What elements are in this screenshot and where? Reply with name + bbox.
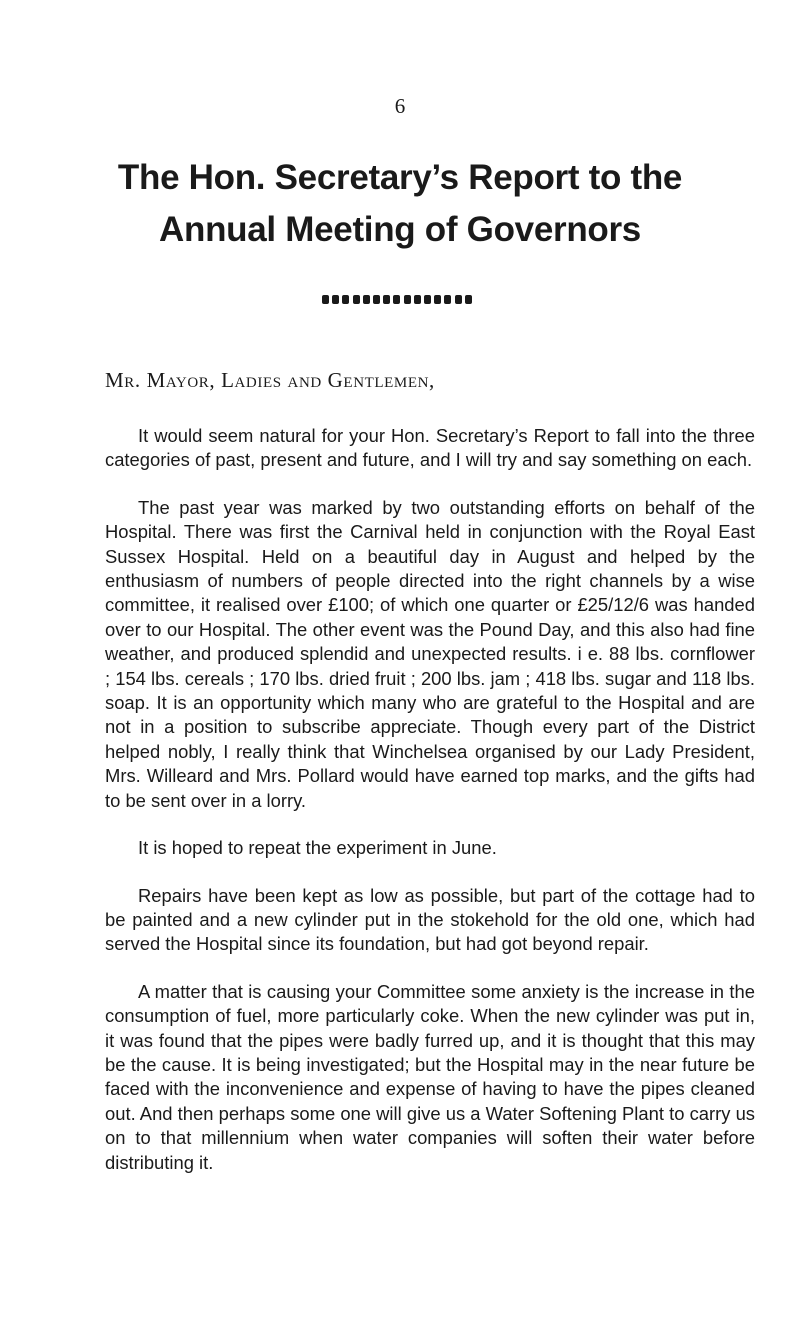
divider-dot (404, 295, 411, 304)
ornamental-divider (322, 294, 472, 304)
report-body (105, 424, 755, 1198)
report-title: The Hon. Secretary’s Report to the Annual Meeting of Governors (117, 158, 683, 249)
page-number: 6 (394, 94, 406, 118)
divider-dot (322, 295, 329, 304)
salutation: Mr. Mayor, Ladies and Gentlemen, (105, 368, 435, 392)
divider-dot (465, 295, 472, 304)
paragraph-intro: It would seem natural for your Hon. Secretary’s Report to fall into the three categories of past, present and future, and I will try and say something on each. (105, 425, 755, 471)
divider-dot (414, 295, 421, 304)
divider-dot (434, 295, 441, 304)
divider-dot (424, 295, 431, 304)
paragraph-fuel-consumption: A matter that is causing your Committee some anxiety is the increase in the consumption of fuel, more particularly coke. When the new cylinder was put in, it was found that the pipes were badly furred up, and it is thought that this may be the cause. It is being investigated; but the Hospital may in the near future be faced with the inconvenience and expense of having to have the pipes cleaned out. And then perhaps some one will give us a Water Softening Plant to carry us on to that millennium when water companies will soften their water before distributing it. (105, 980, 755, 1173)
divider-dot (444, 295, 451, 304)
divider-dot (342, 295, 349, 304)
divider-dot (363, 295, 370, 304)
divider-dot (455, 295, 462, 304)
divider-dot (393, 295, 400, 304)
divider-dot (383, 295, 390, 304)
divider-dot (373, 295, 380, 304)
paragraph-repairs: Repairs have been kept as low as possible, but part of the cottage had to be painted and a new cylinder put in the stokehold for the old one, which had served the Hospital since its foundation, but had got beyond repair. (105, 884, 755, 955)
paragraph-repeat-experiment: It is hoped to repeat the experiment in June. (138, 837, 497, 859)
divider-dot (353, 295, 360, 304)
divider-dot (332, 295, 339, 304)
paragraph-past-year: The past year was marked by two outstanding efforts on behalf of the Hospital. There was first the Carnival held in conjunction with the Royal East Sussex Hospital. Held on a beautiful day in August and helped by the enthusiasm of numbers of people directed into the right channels by a wise committee, it realised over £100; of which one quarter or £25/12/6 was handed over to our Hospital. The other event was the Pound Day, and this also had fine weather, and produced splendid and unexpected results. i e. 88 lbs. cornflower ; 154 lbs. cereals ; 170 lbs. dried fruit ; 200 lbs. jam ; 418 lbs. sugar and 118 lbs. soap. It is an opportunity which many who are grateful to the Hospital and are not in a position to subscribe appreciate. Though every part of the District helped nobly, I really think that Winchelsea organised by our Lady President, Mrs. Willeard and Mrs. Pollard would have earned top marks, and the gifts had to be sent over in a lorry. (105, 496, 755, 811)
